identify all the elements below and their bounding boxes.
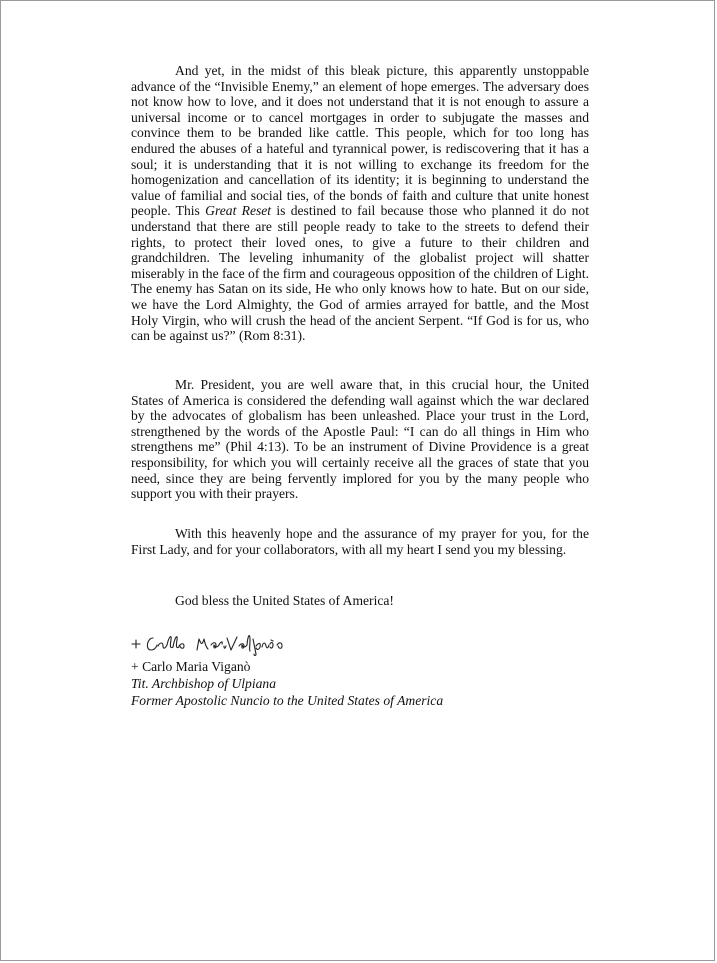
signature-block bbox=[131, 630, 591, 709]
paragraph-hope-text-a: And yet, in the midst of this bleak picture, this apparently unstoppable advance of the “Invisible Enemy,” an element of hope emerges. The adversary does not know how to love, and it does not understand that it is not enough to assure a universal income or to cancel mortgages in order to subjugate the masses and convince them to be branded like cattle. This people, which for too long has endured the abuses of a hateful and tyrannical power, is rediscovering that it has a soul; it is understanding that it is not willing to exchange its freedom for the homogenization and cancellation of its identity; it is beginning to understand the value of familial and social ties, of the bonds of faith and culture that unite honest people. This bbox=[131, 63, 589, 219]
paragraph-mr-president: Mr. President, you are well aware that, in this crucial hour, the United States of America is considered the defending wall against which the war declared by the advocates of globalism has been unleashed. Place your trust in the Lord, strengthened by the words of the Apostle Paul: “I can do all things in Him who strengthens me” (Phil 4:13). To be an instrument of Divine Providence is a great responsibility, for which you will certainly receive all the graces of state that you need, since they are being fervently implored for you by the many people who support you with their prayers. bbox=[131, 377, 589, 502]
signatory-role: Former Apostolic Nuncio to the United States of America bbox=[131, 693, 444, 708]
handwritten-signature bbox=[129, 630, 304, 658]
paragraph-blessing: With this heavenly hope and the assurance of my prayer for you, for the First Lady, and for your collaborators, with all my heart I send you my blessing. bbox=[131, 526, 589, 557]
paragraph-hope bbox=[131, 63, 589, 344]
signatory-name: + Carlo Maria Viganò bbox=[131, 659, 251, 674]
closing-line: God bless the United States of America! bbox=[175, 593, 394, 608]
signatory-title: Tit. Archbishop of Ulpiana bbox=[131, 676, 277, 691]
paragraph-hope-text-b: is destined to fail because those who planned it do not understand that there are still people ready to take to the streets to defend their rights, to protect their loved ones, to give a future to their children and grandchildren. The leveling inhumanity of the globalist project will shatter miserably in the face of the firm and courageous opposition of the children of Light. The enemy has Satan on its side, He who only knows how to hate. But on our side, we have the Lord Almighty, the God of armies arrayed for battle, and the Most Holy Virgin, who will crush the head of the ancient Serpent. “If God is for us, who can be against us?” (Rom 8:31). bbox=[131, 203, 589, 344]
great-reset-emphasis: Great Reset bbox=[205, 203, 272, 219]
